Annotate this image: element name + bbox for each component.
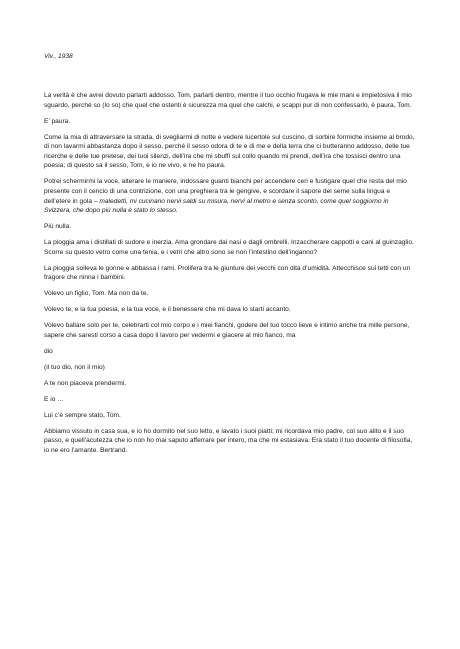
paragraph: E io … [44,395,64,403]
paragraph: Lui c’è sempre stato, Tom. [44,411,121,419]
paragraph: Volevo te, e la tua poesia, e la tua voce, e il benessere che mi dava lo starti accanto. [44,306,291,314]
paragraph: Potrei schermirmi la voce, alterare le maniere, indossare guanti bianchi per accendere ceri e fustigare quel che resta del mio presente con il cencio di una contrizione, con una preghiera tra le gengive, e scordare il sapore del seme sulla lingua e dell’etere in gola – maledetti, mi cucinano nervi saldi su misura, nervi al metro e senza sconto, come quel soggiorno in Svizzera, che dopo più nulla è stato lo stesso. [44,178,407,215]
paragraph: Volevo ballare solo per te, celebrarti col mio corpo e i miei fianchi, godere del tuo tocco lieve e intimo anche tra mille persone, sapere che saresti corso a casa dopo il lavoro per vedermi e giacere al mio fianco, ma [44,322,410,339]
paragraph: Più nulla. [44,223,72,231]
document-heading: Viv., 1938 [44,53,73,60]
paragraph: Abbiamo vissuto in casa sua, e io ho dormito nel suo letto, e lavato i suoi piatti; mi ricordava mio padre, col suo alito e il suo passo, e quell’acutezza che io non ho mai saputo afferrare per intero, ma che mi estasiava. Era stato il tuo docente di filosofia, io ne ero l’amante. Bertrand. [44,427,413,454]
paragraph: A te non piaceva prendermi. [44,379,127,387]
paragraph: E’ paura. [44,117,71,125]
paragraph: La pioggia solleva le gonne e abbassa i rami. Prolifera tra le giunture dei vecchi con dita d’umidità. Attecchisce sui tetti con un fragore che ninna i bambini. [44,264,411,282]
paragraph: (il tuo dio, non il mio) [44,363,105,371]
italic-passage: maledetti, mi cucinano nervi saldi su misura, nervi al metro e senza sconto, come quel soggiorno in Svizzera, che dopo più nulla è stato lo stesso. [44,197,389,215]
paragraph: dio [44,347,53,355]
paragraph: La pioggia ama i distillati di sudore e inerzia. Ama grondare dai nasi e dagli ombrelli. Inzaccherare cappotti e cani al guinzaglio. Scorre su questo vetro come una tenia, e i vetri che altro sono se non l’intestino dell’inganno? [44,239,414,256]
paragraph: Volevo un figlio, Tom. Ma non da te. [44,290,149,298]
paragraph: La verità è che avrei dovuto parlarti addosso, Tom, parlarti dentro, mentre il tuo occhio frugava le mie mani e impietosiva il mio sguardo, perché so (lo so) che quel che ostenti è sicurezza ma quel che calchi, e scappi pur di non confessarlo, è paura, Tom. [44,92,412,109]
paragraph: Come la mia di attraversare la strada, di svegliarmi di notte e vedere lucertole sul cuscino, di sorbire formiche insieme al brodo, di non lavarmi abbastanza dopo il sesso, perché il sesso odora di te e di me e della terra che ci butteranno addosso, delle tue ricerche e delle tue pretese, dei tuoi silenzi, dell’ira che mi sbuffi sul collo quando mi prendi, dell’ira che tossisci dentro una poesia; di questo sa il sesso, Tom, e io ne vivo, e ne ho paura. [44,133,415,170]
